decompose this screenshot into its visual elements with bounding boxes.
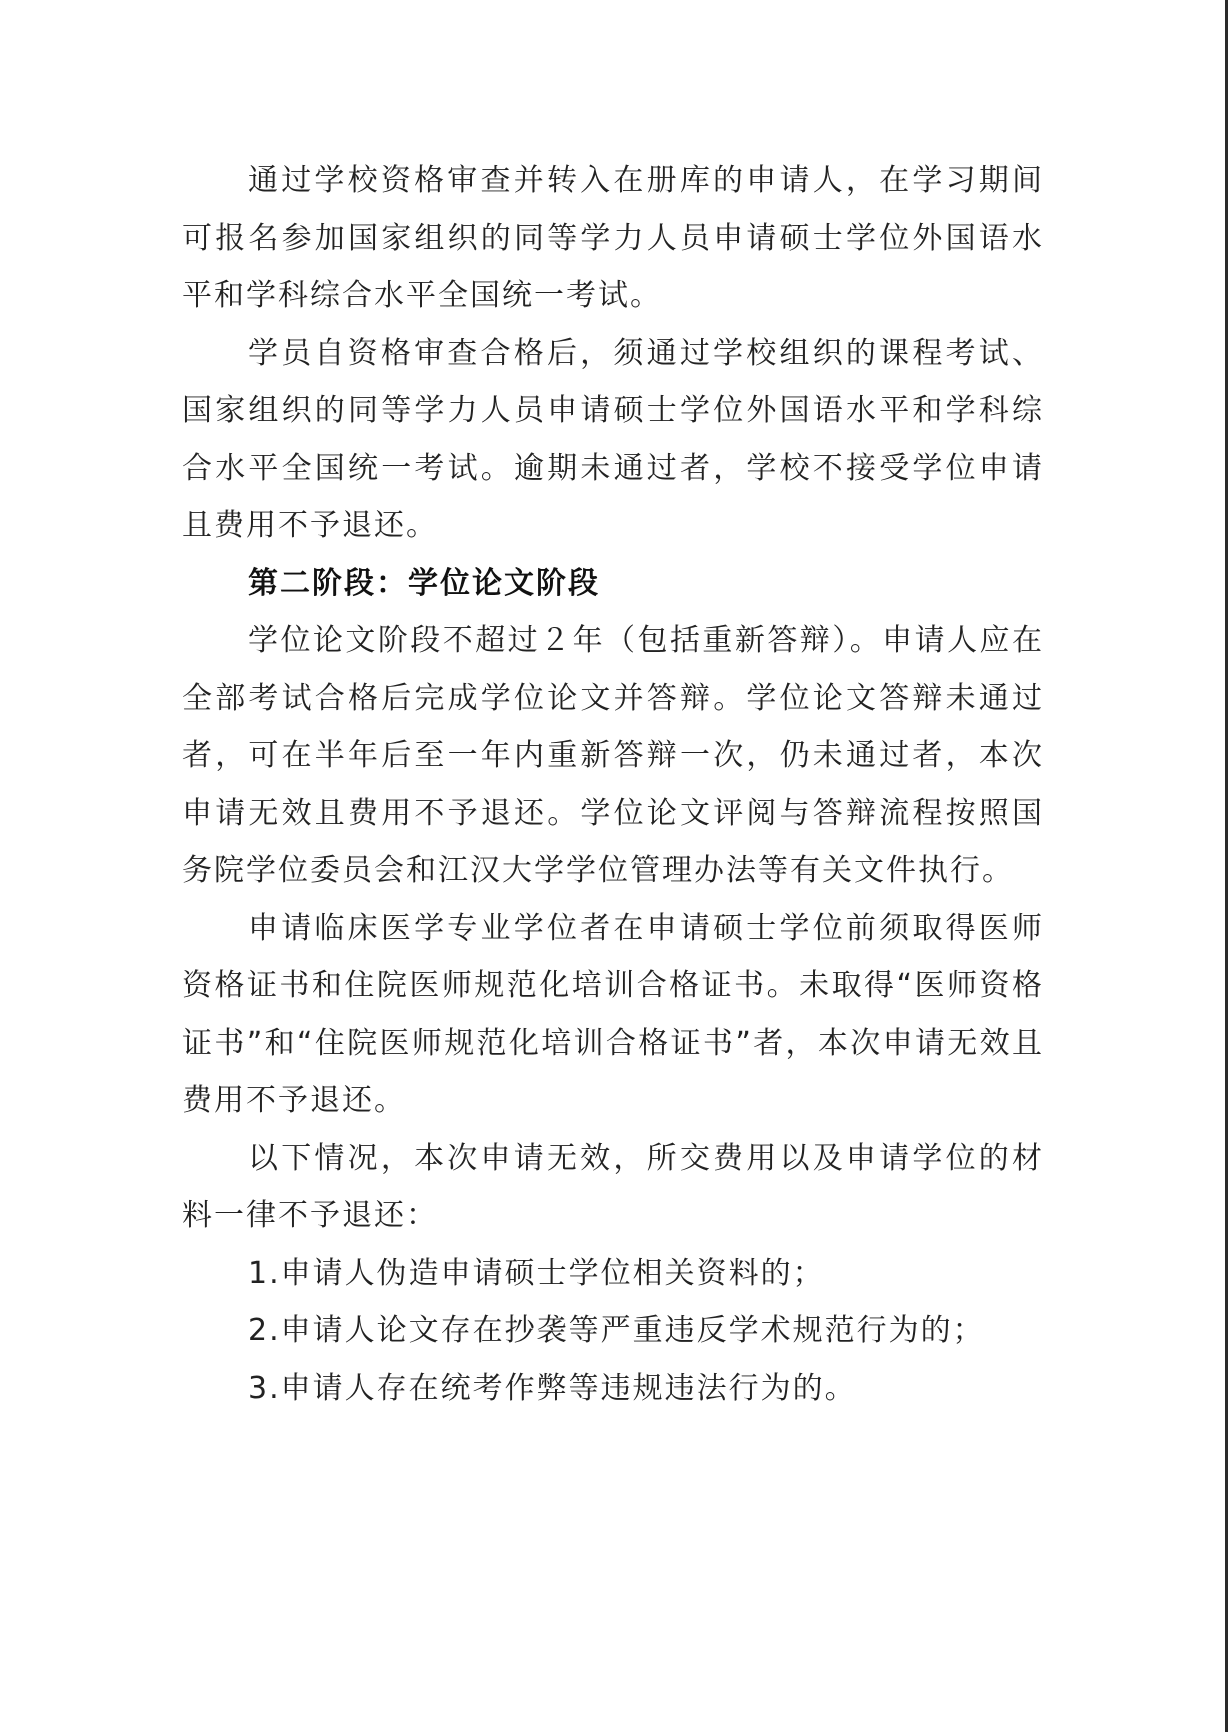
list-item-forgery: 1.申请人伪造申请硕士学位相关资料的； bbox=[248, 1255, 825, 1291]
paragraph-exam-requirements: 学员自资格审查合格后，须通过学校组织的课程考试、国家组织的同等学力人员申请硕士学位外国语水平和学科综合水平全国统一考试。逾期未通过者，学校不接受学位申请且费用不予退还。 bbox=[182, 335, 1044, 543]
paragraph-clinical-medicine: 申请临床医学专业学位者在申请硕士学位前须取得医师资格证书和住院医师规范化培训合格证书。未取得“医师资格证书”和“住院医师规范化培训合格证书”者，本次申请无效且费用不予退还。 bbox=[182, 910, 1044, 1118]
list-item-exam-cheating: 3.申请人存在统考作弊等违规违法行为的。 bbox=[248, 1370, 857, 1406]
section-heading-thesis-stage: 第二阶段：学位论文阶段 bbox=[248, 565, 600, 601]
paragraph-exam-registration: 通过学校资格审查并转入在册库的申请人，在学习期间可报名参加国家组织的同等学力人员申请硕士学位外国语水平和学科综合水平全国统一考试。 bbox=[182, 163, 1044, 313]
list-item-plagiarism: 2.申请人论文存在抄袭等严重违反学术规范行为的； bbox=[248, 1313, 985, 1348]
paragraph-thesis-stage: 学位论文阶段不超过２年（包括重新答辩）。申请人应在全部考试合格后完成学位论文并答辩。学位论文答辩未通过者，可在半年后至一年内重新答辩一次，仍未通过者，本次申请无效且费用不予退还。学位论文评阅与答辩流程按照国务院学位委员会和江汉大学学位管理办法等有关文件执行。 bbox=[182, 623, 1044, 888]
document-body bbox=[182, 152, 1044, 1417]
paragraph-invalid-conditions: 以下情况，本次申请无效，所交费用以及申请学位的材料一律不予退还： bbox=[182, 1140, 1044, 1233]
